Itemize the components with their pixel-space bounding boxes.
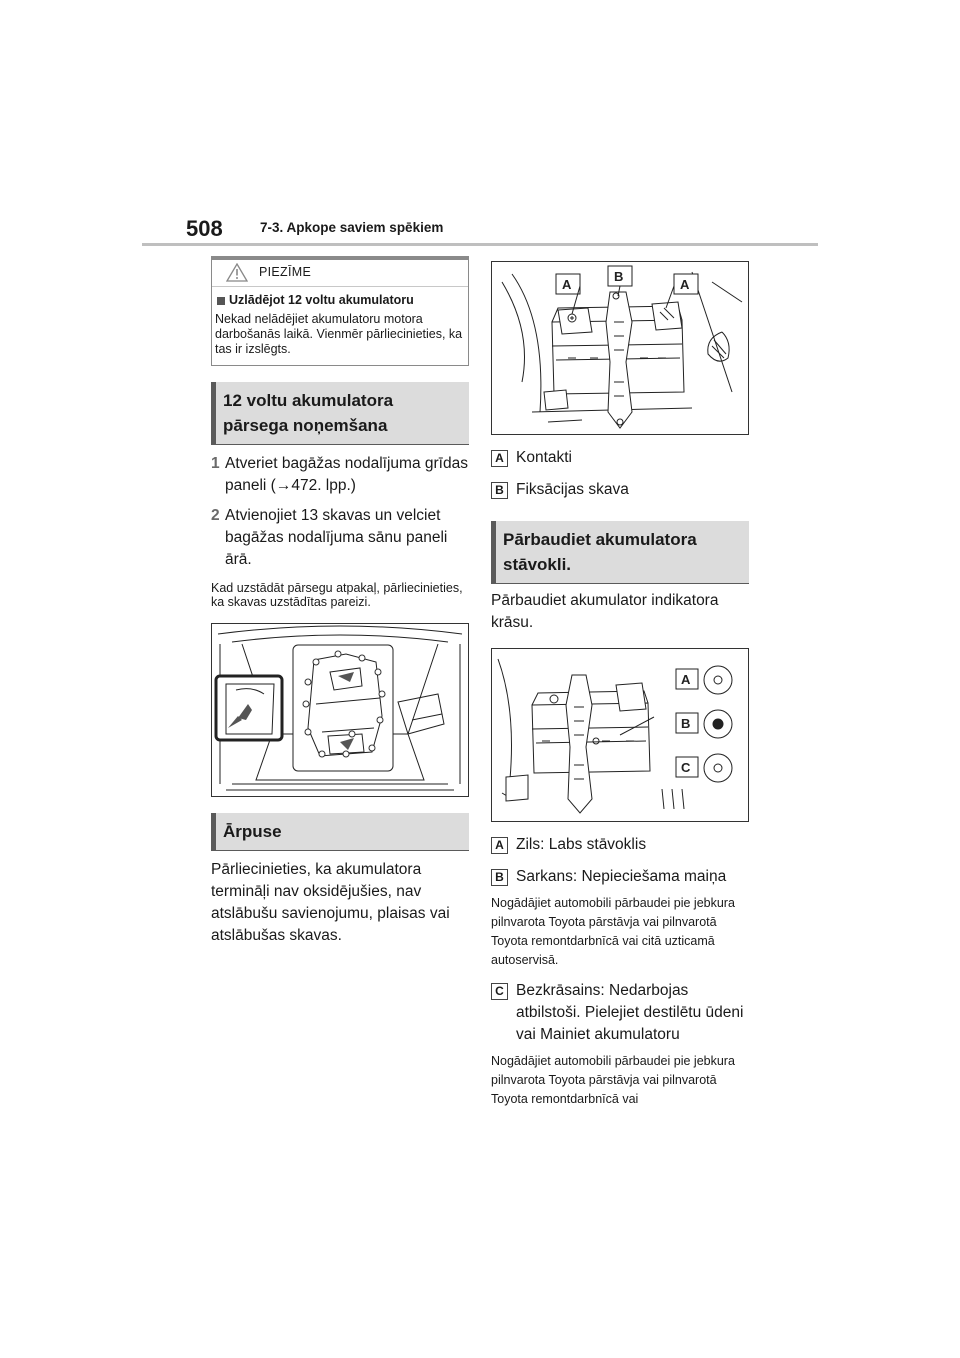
notice-title: PIEZĪME — [259, 265, 312, 279]
removal-heading: 12 voltu akumulatora pārsega noņemšana — [211, 382, 469, 445]
step-text: Atvienojiet 13 skavas un velciet bagāžas nodalījuma sānu paneli ārā. — [225, 507, 448, 568]
callout-b: B — [614, 269, 624, 284]
label-box-b: B — [491, 869, 508, 886]
battery-figure — [491, 261, 749, 435]
page-number: 508 — [186, 216, 223, 241]
check-heading: Pārbaudiet akumulatora stāvokli. — [491, 521, 749, 584]
notice-box — [211, 256, 469, 366]
label-box-c: C — [491, 983, 508, 1000]
exterior-text: Pārliecinieties, ka akumulatora termināļi nav oksidējušies, nav atslābušu savienojumu, plaisas vai atslābušas skavas. — [211, 861, 450, 944]
check-item-a — [491, 834, 749, 856]
battery-illustration — [492, 262, 748, 434]
callout-a-left: A — [562, 277, 572, 292]
indicator-callout-a: A — [681, 672, 691, 687]
notice-subheading — [215, 293, 465, 308]
left-column — [211, 256, 469, 947]
check-intro: Pārbaudiet akumulator indikatora krāsu. — [491, 592, 719, 631]
legend-item-b — [491, 479, 749, 501]
callout-a-right: A — [680, 277, 690, 292]
legend-item-a — [491, 447, 749, 469]
exterior-heading: Ārpuse — [211, 813, 469, 851]
notice-body — [212, 287, 468, 365]
step-text: Atveriet bagāžas nodalījuma grīdas paneli (→472. lpp.) — [225, 455, 468, 494]
legend-text: Kontakti — [516, 449, 573, 466]
label-box-a: A — [491, 450, 508, 467]
check-item-b-note: Nogādājiet automobili pārbaudei pie jebkura pilnvarota Toyota pārstāvja vai pilnvarotā Toyota remontdarbnīcā vai citā uzticamā autoservisā. — [491, 896, 735, 967]
indicator-figure — [491, 648, 749, 822]
step-1 — [211, 453, 469, 497]
step-number: 2 — [211, 507, 220, 524]
indicator-callout-b: B — [681, 716, 691, 731]
warning-icon — [226, 263, 248, 282]
notice-subheading-text: Uzlādējot 12 voltu akumulatoru — [229, 293, 414, 307]
header-rule — [142, 243, 818, 246]
indicator-illustration — [492, 649, 748, 821]
step-number: 1 — [211, 455, 220, 472]
legend-text: Fiksācijas skava — [516, 481, 629, 498]
check-item-text: Bezkrāsains: Nedarbojas atbilstoši. Pielejiet destilētu ūdeni vai Mainiet akumulatoru — [516, 982, 744, 1043]
label-box-b: B — [491, 482, 508, 499]
step-2 — [211, 505, 469, 571]
check-item-c — [491, 980, 749, 1046]
square-bullet-icon — [217, 297, 225, 305]
notice-header — [212, 260, 468, 287]
indicator-callout-c: C — [681, 760, 691, 775]
removal-steps — [211, 453, 469, 571]
removal-note: Kad uzstādāt pārsegu atpakaļ, pārliecinieties, ka skavas uzstādītas pareizi. — [211, 581, 463, 609]
section-title: 7-3. Apkope saviem spēkiem — [260, 220, 444, 235]
trunk-clips-figure — [211, 623, 469, 797]
trunk-illustration — [212, 624, 468, 796]
check-item-c-note: Nogādājiet automobili pārbaudei pie jebkura pilnvarota Toyota pārstāvja vai pilnvarotā Toyota remontdarbnīcā vai — [491, 1054, 735, 1106]
notice-text: Nekad nelādējiet akumulatoru motora darbošanās laikā. Vienmēr pārliecinieties, ka tas ir izslēgts. — [215, 312, 463, 356]
right-column — [491, 261, 749, 1109]
check-item-text: Sarkans: Nepieciešama maiņa — [516, 868, 727, 885]
check-item-text: Zils: Labs stāvoklis — [516, 836, 647, 853]
check-item-b — [491, 866, 749, 888]
label-box-a: A — [491, 837, 508, 854]
